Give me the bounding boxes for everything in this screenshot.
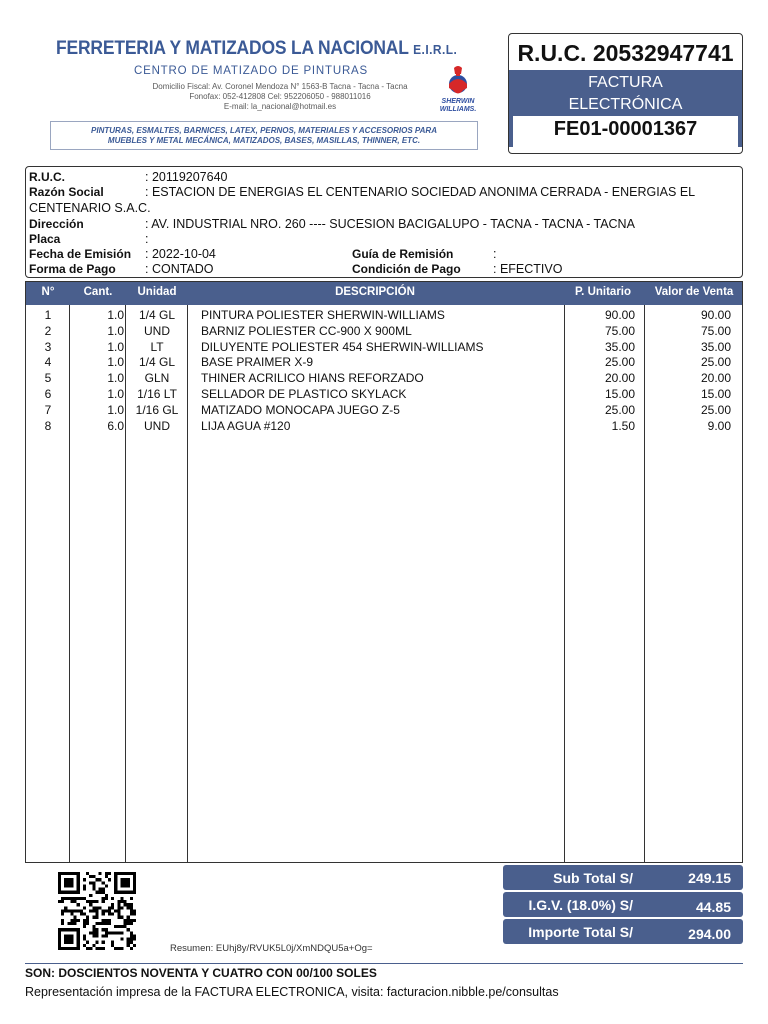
item-unit-price: 25.00 bbox=[604, 355, 635, 370]
sherwin-williams-logo-text bbox=[435, 98, 481, 114]
item-description: PINTURA POLIESTER SHERWIN-WILLIAMS bbox=[201, 308, 445, 322]
document-type bbox=[509, 72, 742, 116]
item-unit-price: 15.00 bbox=[604, 387, 635, 401]
item-sale-value: 20.00 bbox=[700, 371, 731, 386]
razon-social-label: Razón Social bbox=[29, 185, 104, 199]
item-unit: 1/16 LT bbox=[137, 387, 177, 401]
item-description: BARNIZ POLIESTER CC-900 X 900ML bbox=[201, 323, 412, 338]
qr-code-icon bbox=[56, 872, 138, 950]
item-number: 8 bbox=[44, 418, 52, 433]
item-unit: UND bbox=[144, 418, 170, 433]
item-quantity: 1.0 bbox=[107, 323, 124, 338]
company-name-text: FERRETERIA Y MATIZADOS LA NACIONAL bbox=[56, 38, 409, 59]
document-type-line-1: FACTURA bbox=[588, 74, 663, 91]
issuer-ruc: R.U.C. 20532947741 bbox=[517, 40, 734, 66]
guia-remision-value: : bbox=[493, 247, 497, 261]
condicion-pago-value: : EFECTIVO bbox=[493, 262, 563, 276]
item-unit: 1/4 GL bbox=[138, 355, 176, 370]
item-number: 6 bbox=[44, 387, 52, 401]
item-description: SELLADOR DE PLASTICO SKYLACK bbox=[201, 387, 407, 401]
item-sale-value: 35.00 bbox=[700, 339, 731, 354]
client-ruc-value: : 20119207640 bbox=[145, 170, 228, 184]
item-unit-price: 90.00 bbox=[604, 308, 635, 322]
direccion-label: Dirección bbox=[29, 217, 84, 231]
company-header bbox=[30, 34, 500, 124]
item-description: THINER ACRILICO HIANS REFORZADO bbox=[201, 371, 424, 386]
razon-social-value-cont: CENTENARIO S.A.C. bbox=[29, 201, 151, 215]
fecha-emision-label: Fecha de Emisión bbox=[29, 247, 132, 261]
item-quantity: 1.0 bbox=[107, 308, 124, 322]
item-sale-value: 9.00 bbox=[707, 418, 731, 433]
item-unit: 1/16 GL bbox=[135, 402, 179, 417]
importe-total-value: 294.00 bbox=[688, 926, 731, 942]
importe-total-label: Importe Total S/ bbox=[528, 924, 633, 940]
table-row bbox=[26, 419, 742, 435]
products-banner bbox=[50, 121, 478, 150]
item-quantity: 1.0 bbox=[107, 402, 124, 417]
item-sale-value: 25.00 bbox=[700, 355, 731, 370]
fecha-emision-value: : 2022-10-04 bbox=[145, 247, 216, 261]
company-email: E-mail: la_nacional@hotmail.es bbox=[223, 102, 337, 111]
table-row bbox=[26, 387, 742, 403]
item-unit-price: 35.00 bbox=[604, 339, 635, 354]
table-row bbox=[26, 340, 742, 356]
item-quantity: 6.0 bbox=[107, 418, 124, 433]
company-subtitle: CENTRO DE MATIZADO DE PINTURAS bbox=[134, 65, 368, 77]
item-quantity: 1.0 bbox=[107, 371, 124, 386]
item-sale-value: 25.00 bbox=[700, 402, 731, 417]
placa-value: : bbox=[145, 232, 149, 246]
item-number: 7 bbox=[44, 402, 52, 417]
importe-total-box bbox=[503, 919, 743, 944]
company-address: Domicilio Fiscal: Av. Coronel Mendoza N° 1563-B Tacna - Tacna - Tacna bbox=[152, 82, 408, 91]
forma-pago-label: Forma de Pago bbox=[29, 262, 116, 276]
item-quantity: 1.0 bbox=[107, 387, 124, 401]
item-unit-price: 25.00 bbox=[604, 402, 635, 417]
item-description: DILUYENTE POLIESTER 454 SHERWIN-WILLIAMS bbox=[201, 339, 484, 354]
company-suffix: E.I.R.L. bbox=[413, 42, 458, 57]
table-row bbox=[26, 371, 742, 387]
item-unit-price: 75.00 bbox=[604, 323, 635, 338]
items-table bbox=[25, 281, 743, 863]
item-unit: UND bbox=[144, 323, 170, 338]
item-sale-value: 15.00 bbox=[700, 387, 731, 401]
subtotal-box bbox=[503, 865, 743, 890]
item-number: 5 bbox=[44, 371, 52, 386]
item-sale-value: 90.00 bbox=[700, 308, 731, 322]
item-unit-price: 1.50 bbox=[611, 418, 635, 433]
item-quantity: 1.0 bbox=[107, 355, 124, 370]
table-row bbox=[26, 324, 742, 340]
guia-remision-label: Guía de Remisión bbox=[352, 247, 454, 261]
header-descripcion: DESCRIPCIÓN bbox=[335, 286, 415, 298]
resumen-hash: Resumen: EUhj8y/RVUK5L0j/XmNDQU5a+Og= bbox=[170, 943, 373, 954]
products-line-1: PINTURAS, ESMALTES, BARNICES, LATEX, PERNOS, MATERIALES Y ACCESORIOS PARA bbox=[91, 125, 437, 135]
table-row bbox=[26, 355, 742, 371]
item-unit: GLN bbox=[144, 371, 170, 386]
placa-label: Placa bbox=[29, 232, 61, 246]
forma-pago-value: : CONTADO bbox=[145, 262, 214, 276]
item-sale-value: 75.00 bbox=[700, 323, 731, 338]
company-phones: Fonofax: 052-412808 Cel: 952206050 - 988011016 bbox=[189, 92, 371, 101]
logo-text-1: SHERWIN bbox=[441, 98, 475, 105]
item-description: MATIZADO MONOCAPA JUEGO Z-5 bbox=[201, 402, 400, 417]
header-punit: P. Unitario bbox=[574, 286, 632, 298]
client-info-box bbox=[25, 166, 743, 278]
printed-representation-note: Representación impresa de la FACTURA ELECTRONICA, visita: facturacion.nibble.pe/consultas bbox=[25, 985, 559, 999]
item-unit-price: 20.00 bbox=[604, 371, 635, 386]
header-valor: Valor de Venta bbox=[654, 286, 734, 298]
document-serie: FE01-00001367 bbox=[553, 118, 698, 140]
subtotal-value: 249.15 bbox=[688, 870, 731, 886]
item-number: 4 bbox=[44, 355, 52, 370]
header-unidad: Unidad bbox=[137, 286, 177, 298]
igv-label: I.G.V. (18.0%) S/ bbox=[528, 897, 633, 913]
table-row bbox=[26, 403, 742, 419]
subtotal-label: Sub Total S/ bbox=[553, 870, 633, 886]
razon-social-value: : ESTACION DE ENERGIAS EL CENTENARIO SOCIEDAD ANONIMA CERRADA - ENERGIAS EL bbox=[145, 185, 696, 199]
document-id-box bbox=[508, 33, 743, 154]
header-n: N° bbox=[41, 286, 55, 298]
item-unit: LT bbox=[150, 339, 164, 354]
item-number: 1 bbox=[44, 308, 52, 322]
document-type-line-2: ELECTRÓNICA bbox=[568, 96, 683, 113]
amount-in-words: SON: DOSCIENTOS NOVENTA Y CUATRO CON 00/100 SOLES bbox=[25, 966, 377, 980]
footer-divider bbox=[25, 963, 743, 964]
item-number: 3 bbox=[44, 339, 52, 354]
item-number: 2 bbox=[44, 323, 52, 338]
items-table-header bbox=[26, 282, 742, 305]
company-name bbox=[56, 38, 457, 60]
header-cant: Cant. bbox=[83, 286, 113, 298]
logo-text-2: WILLIAMS. bbox=[439, 106, 477, 113]
item-description: LIJA AGUA #120 bbox=[201, 418, 291, 433]
client-ruc-label: R.U.C. bbox=[29, 170, 65, 184]
item-quantity: 1.0 bbox=[107, 339, 124, 354]
table-row bbox=[26, 308, 742, 324]
igv-value: 44.85 bbox=[695, 899, 731, 915]
item-description: BASE PRAIMER X-9 bbox=[201, 355, 314, 370]
products-line-2: MUEBLES Y METAL MECÁNICA, MATIZADOS, BASES, MASILLAS, THINNER, ETC. bbox=[107, 135, 421, 145]
item-unit: 1/4 GL bbox=[138, 308, 176, 322]
direccion-value: : AV. INDUSTRIAL NRO. 260 ---- SUCESION BACIGALUPO - TACNA - TACNA - TACNA bbox=[145, 217, 635, 231]
igv-box bbox=[503, 892, 743, 917]
condicion-pago-label: Condición de Pago bbox=[352, 262, 461, 276]
